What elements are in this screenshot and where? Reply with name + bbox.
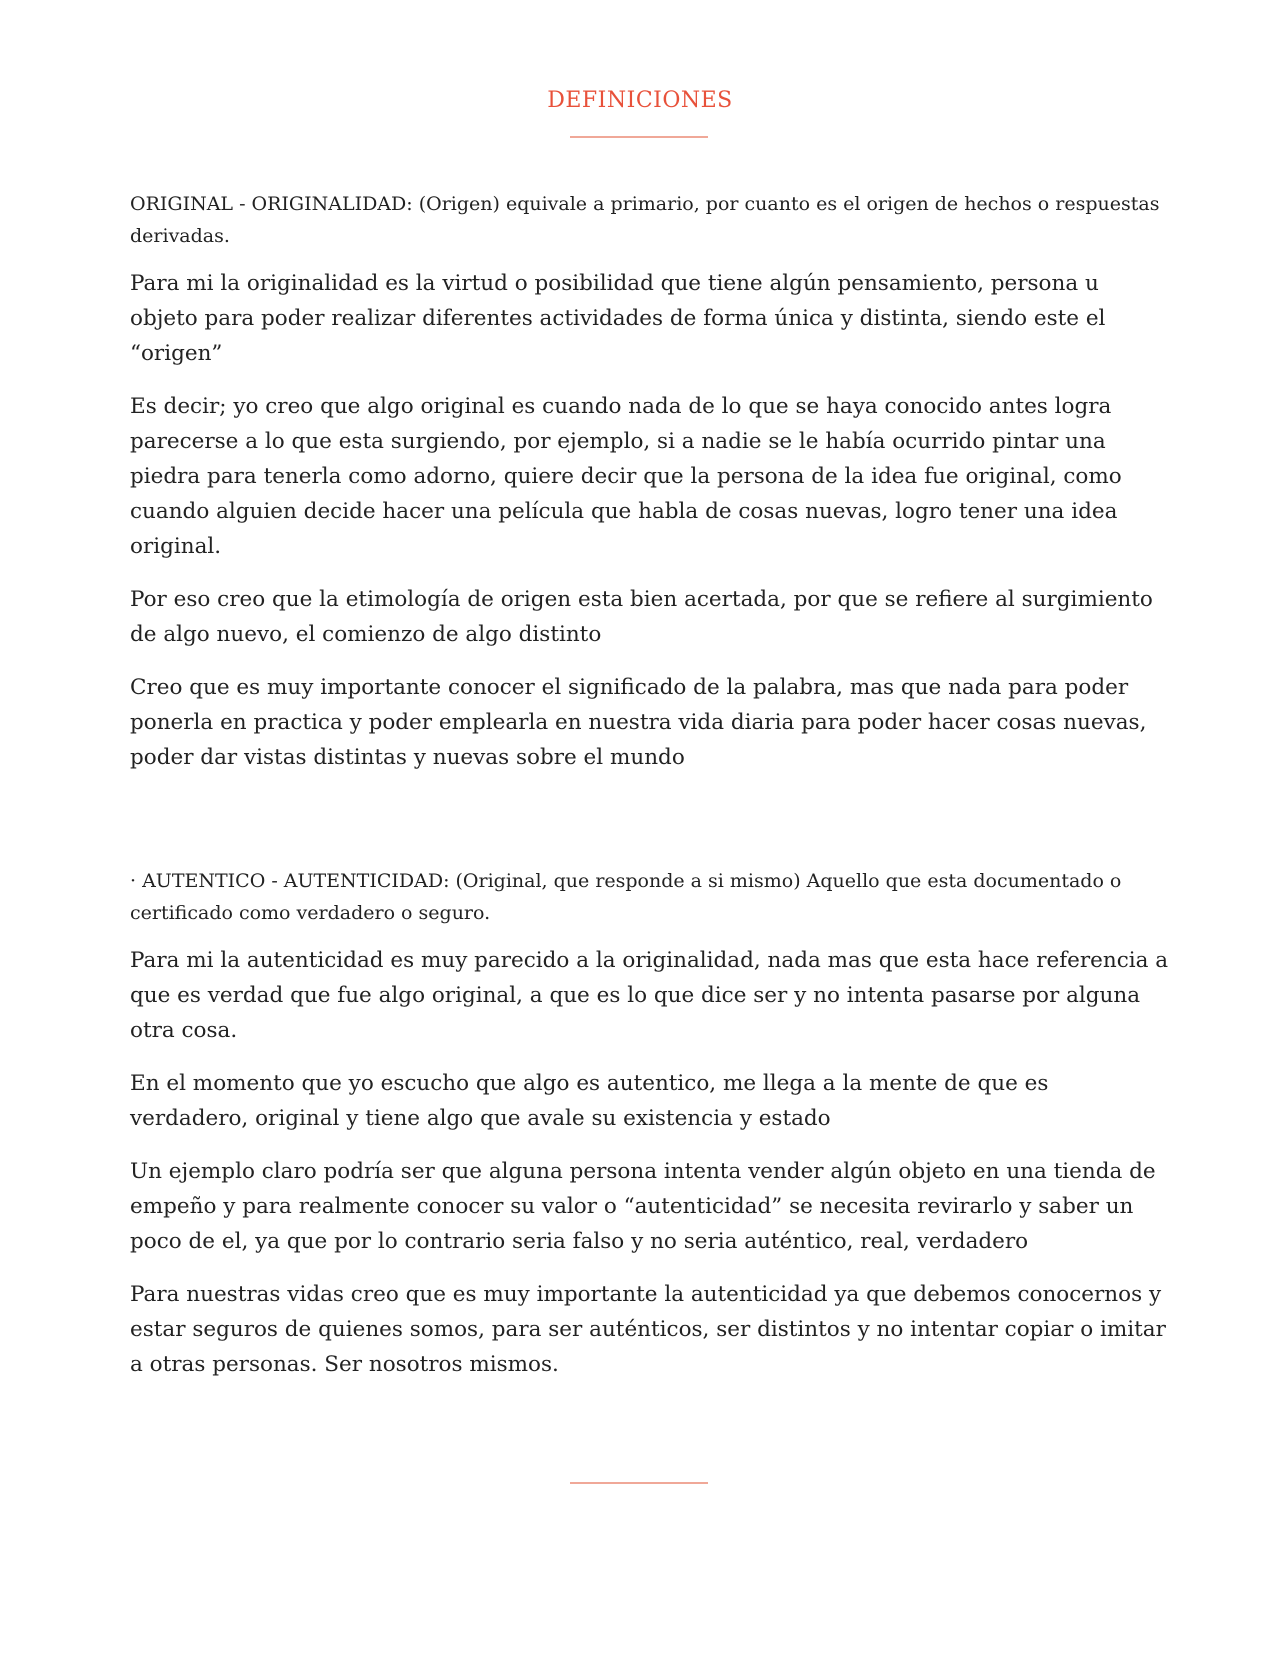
paragraph: Para nuestras vidas creo que es muy importante la autenticidad ya que debemos conocernos y estar seguros de quienes somos, para ser auténticos, ser distintos y no intentar copiar o imitar a otras personas. Ser nosotros mismos. bbox=[130, 1282, 1166, 1377]
paragraph: Por eso creo que la etimología de origen esta bien acertada, por que se refiere al surgimiento de algo nuevo, el comienzo de algo distinto bbox=[130, 587, 1153, 647]
section-original bbox=[130, 188, 1170, 775]
footer-divider bbox=[570, 1482, 708, 1484]
paragraph: En el momento que yo escucho que algo es autentico, me llega a la mente de que es verdadero, original y tiene algo que avale su existencia y estado bbox=[130, 1071, 1049, 1131]
title-divider bbox=[570, 136, 708, 138]
paragraph: Para mi la autenticidad es muy parecido a la originalidad, nada mas que esta hace referencia a que es verdad que fue algo original, a que es lo que dice ser y no intenta pasarse por alguna otra cosa. bbox=[130, 948, 1169, 1043]
section-autentico bbox=[130, 865, 1170, 1382]
page-title: DEFINICIONES bbox=[547, 88, 733, 113]
paragraph: Un ejemplo claro podría ser que alguna persona intenta vender algún objeto en una tienda de empeño y para realmente conocer su valor o “autenticidad” se necesita revirarlo y saber un poco de el, ya que por lo contrario seria falso y no seria auténtico, real, verdadero bbox=[130, 1159, 1156, 1254]
paragraph: Para mi la originalidad es la virtud o posibilidad que tiene algún pensamiento, persona u objeto para poder realizar diferentes actividades de forma única y distinta, siendo este el “origen” bbox=[130, 271, 1106, 366]
section-heading: ORIGINAL - ORIGINALIDAD: (Origen) equivale a primario, por cuanto es el origen de hechos o respuestas derivadas. bbox=[130, 193, 1160, 247]
section-spacer bbox=[130, 793, 1170, 865]
document-body bbox=[130, 188, 1170, 1400]
paragraph: Es decir; yo creo que algo original es cuando nada de lo que se haya conocido antes logra parecerse a lo que esta surgiendo, por ejemplo, si a nadie se le había ocurrido pintar una piedra para tenerla como adorno, quiere decir que la persona de la idea fue original, como cuando alguien decide hacer una película que habla de cosas nuevas, logro tener una idea original. bbox=[130, 394, 1122, 559]
section-heading: · AUTENTICO - AUTENTICIDAD: (Original, que responde a si mismo) Aquello que esta documentado o certificado como verdadero o seguro. bbox=[130, 870, 1122, 924]
paragraph: Creo que es muy importante conocer el significado de la palabra, mas que nada para poder ponerla en practica y poder emplearla en nuestra vida diaria para poder hacer cosas nuevas, poder dar vistas distintas y nuevas sobre el mundo bbox=[130, 675, 1147, 770]
